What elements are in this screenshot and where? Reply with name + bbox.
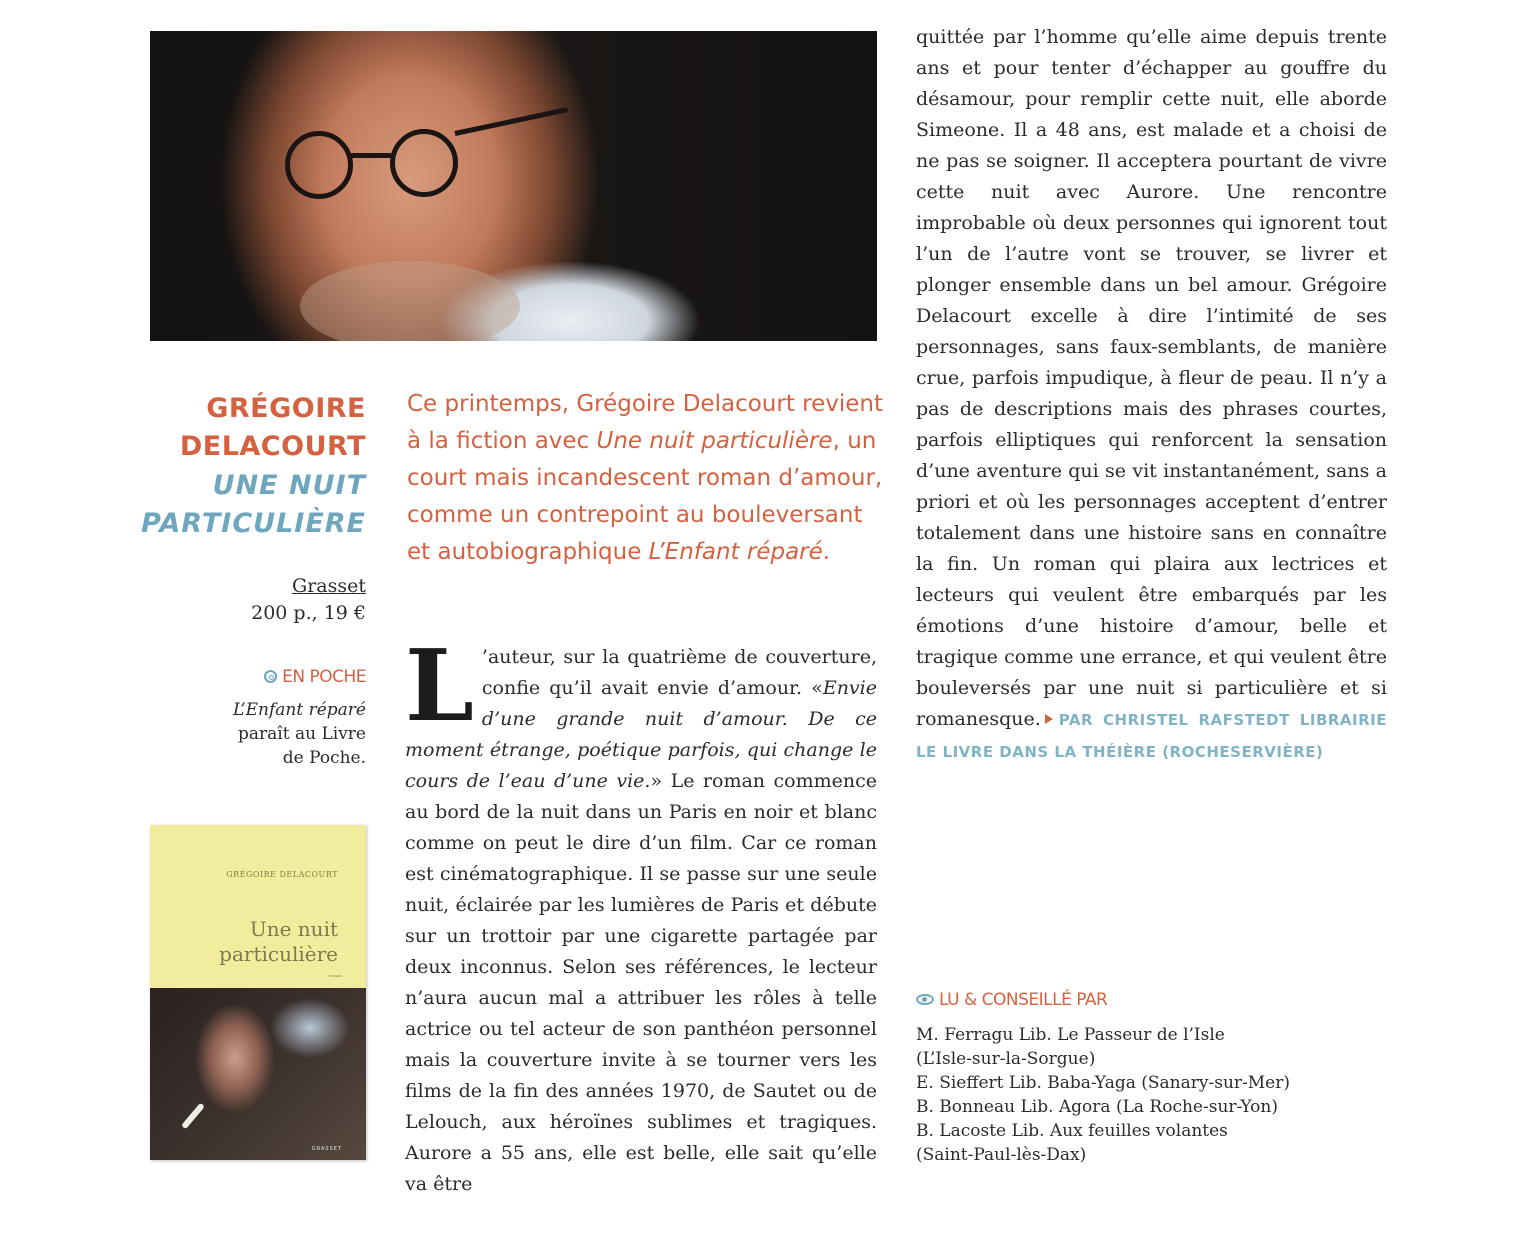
body-quote: Envie d’une grande nuit d’amour. De ce moment étrange, poétique parfois, qui change le cours de l’eau d’une vie.	[405, 677, 877, 792]
lead-text-1: Ce printemps, Grégoire Delacourt revient à la fiction avec	[407, 391, 883, 454]
publisher-link[interactable]: Grasset	[292, 575, 366, 597]
cover-title-line-2: particulière	[219, 942, 338, 966]
circle-target-icon	[264, 670, 277, 683]
article-lead	[407, 386, 887, 571]
body-text-1b: » Le roman commence au bord de la nuit dans un Paris en noir et blanc comme on peut le dire d’un film. Car ce roman est cinématographique. Il se passe sur une seule nuit, éclairée par les lumières de Paris et débute sur un trottoir par une cigarette partagée par deux inconnus. Selon ses références, le lecteur n’aura aucun mal a attribuer les rôles à telle actrice ou tel acteur de son panthéon personnel mais la couverture invite à se tourner vers les films de la fin des années 1970, de Sautet ou de Lelouch, aux héroïnes sublimes et tragiques. Aurore a 55 ans, elle est belle, elle sait qu’elle va être	[405, 770, 878, 1195]
author-line-1: GRÉGOIRE	[206, 393, 366, 424]
list-item: M. Ferragu Lib. Le Passeur de l’Isle	[916, 1025, 1225, 1045]
lu-conseille-list	[916, 1023, 1290, 1167]
en-poche-label: EN POCHE	[282, 667, 366, 687]
author-line-2: DELACOURT	[179, 431, 366, 462]
cover-top-panel	[150, 825, 366, 988]
photo-glasses-bridge	[350, 153, 392, 158]
photo-glasses-right	[390, 129, 458, 197]
cover-title	[150, 917, 338, 967]
author-name	[180, 390, 366, 466]
list-item: B. Bonneau Lib. Agora (La Roche-sur-Yon)	[916, 1097, 1278, 1117]
drop-cap: L	[405, 629, 474, 744]
list-item: (Saint-Paul-lès-Dax)	[916, 1145, 1087, 1165]
title-line-1: UNE NUIT	[212, 470, 366, 501]
article-column-2	[916, 22, 1387, 768]
book-title	[141, 467, 366, 543]
author-photo	[150, 31, 877, 341]
cover-author: GRÉGOIRE DELACOURT	[226, 870, 338, 879]
poche-book-title: L’Enfant réparé	[233, 700, 366, 720]
eye-icon	[916, 994, 934, 1005]
cover-publisher: GRASSET	[311, 1146, 342, 1152]
lead-text-2: , un court mais incandescent roman d’amour, comme un contrepoint au bouleversant et autobiographique	[407, 428, 883, 565]
publisher-info	[251, 573, 366, 627]
book-details: 200 p., 19 €	[251, 602, 366, 624]
triangle-arrow-icon	[1045, 714, 1053, 724]
en-poche-text	[233, 698, 366, 770]
title-line-2: PARTICULIÈRE	[141, 508, 366, 539]
list-item: E. Sieffert Lib. Baba-Yaga (Sanary-sur-Mer)	[916, 1073, 1290, 1093]
cover-photo	[150, 988, 366, 1160]
photo-glasses-temple	[454, 107, 568, 136]
lead-text-3: .	[822, 539, 831, 565]
article-signature: PAR CHRISTEL RAFSTEDT LIBRAIRIE LE LIVRE DANS LA THÉIÈRE (ROCHESERVIÈRE)	[916, 711, 1387, 761]
lu-conseille-heading	[916, 990, 1107, 1010]
en-poche-heading	[264, 667, 366, 687]
cover-cigarette-shape	[181, 1103, 205, 1130]
body-text-2: quittée par l’homme qu’elle aime depuis trente ans et pour tenter d’échapper au gouffre du désamour, pour remplir cette nuit, elle aborde Simeone. Il a 48 ans, est malade et a choisi de ne pas se soigner. Il acceptera pourtant de vivre cette nuit avec Aurore. Une rencontre improbable où deux personnes qui ignorent tout l’un de l’autre vont se trouver, se livrer et plonger ensemble dans un bel amour. Grégoire Delacourt excelle à dire l’intimité de ses personnages, sans faux-semblants, de manière crue, parfois impudique, à fleur de peau. Il n’y a pas de descriptions mais des phrases courtes, parfois elliptiques qui renforcent la sensation d’une aventure qui se vit instantanément, sans a priori et où les personnages acceptent d’entrer totalement dans une histoire sans en connaître la fin. Un roman qui plaira aux lectrices et lecteurs qui veulent être embarqués par les émotions d’une histoire d’amour, belle et tragique comme une errance, et qui veulent être bouleversés par une nuit si particulière et si romanesque.	[916, 26, 1387, 730]
photo-glasses-left	[285, 131, 353, 199]
lead-title-1: Une nuit particulière	[596, 428, 833, 454]
poche-line-2: paraît au Livre	[238, 724, 366, 744]
body-text-1a: ’auteur, sur la quatrième de couverture, confie qu’il avait envie d’amour. «	[481, 646, 877, 699]
list-item: B. Lacoste Lib. Aux feuilles volantes	[916, 1121, 1228, 1141]
lead-title-2: L’Enfant réparé	[648, 539, 823, 565]
photo-beard-shape	[300, 261, 520, 341]
poche-line-3: de Poche.	[282, 748, 366, 768]
cover-title-line-1: Une nuit	[249, 917, 338, 941]
list-item: (L’Isle-sur-la-Sorgue)	[916, 1049, 1096, 1069]
cover-genre: roman	[328, 973, 342, 978]
article-column-1	[405, 629, 878, 1200]
lu-conseille-label: LU & CONSEILLÉ PAR	[939, 990, 1108, 1010]
book-cover	[150, 825, 366, 1160]
